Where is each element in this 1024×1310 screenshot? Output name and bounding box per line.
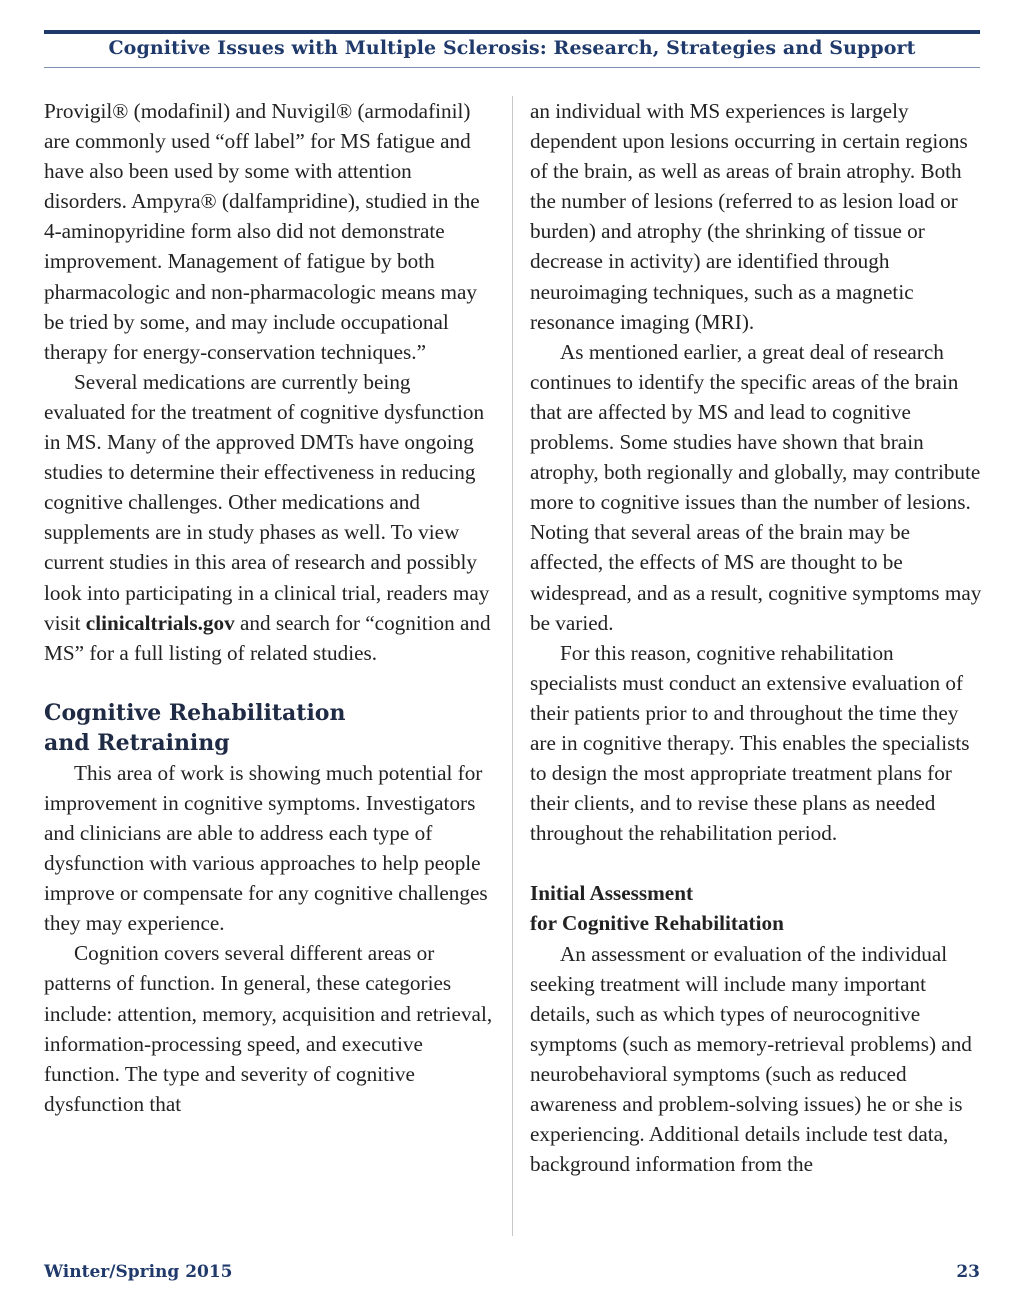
clinicaltrials-link[interactable]: clinicaltrials.gov [85, 610, 235, 635]
paragraph-research-brain-areas: As mentioned earlier, a great deal of research continues to identify the specific areas of the brain that are affected by MS and lead to cognitive problems. Some studies have shown that brain atrophy, both regionally and globally, may contribute more to cognitive issues than the number of lesions. Noting that several areas of the brain may be affected, the effects of MS are thought to be widespread, and as a result, cognitive symptoms may be varied. [530, 339, 982, 635]
section-heading-cognitive-rehabilitation [44, 698, 496, 758]
subheading-line: Initial Assessment [530, 881, 694, 906]
left-column [44, 96, 496, 1119]
column-divider [512, 96, 513, 1236]
header-top-rule [44, 30, 980, 34]
paragraph-evaluation: For this reason, cognitive rehabilitation specialists must conduct an extensive evaluation of their patients prior to and throughout the time they are in cognitive therapy. This enables the specialists to design the most appropriate treatment plans for their clients, and to revise these plans as needed throughout the rehabilitation period. [530, 640, 970, 846]
subheading-initial-assessment [530, 878, 982, 938]
header-bottom-rule [44, 67, 980, 68]
footer-issue: Winter/Spring 2015 [44, 1262, 233, 1282]
paragraph-text: Several medications are currently being evaluated for the treatment of cognitive dysfunction in MS. Many of the approved DMTs have ongoing studies to determine their effectiveness in reducing cognitive challenges. Other medications and supplements are in study phases as well. To view current studies in this area of research and possibly look into participating in a clinical trial, readers may visit [44, 369, 490, 635]
paragraph-text: and search for “cognition and MS” for a full listing of related studies. [44, 610, 491, 665]
subheading-line: for Cognitive Rehabilitation [530, 911, 784, 936]
paragraph-rehab-potential: This area of work is showing much potential for improvement in cognitive symptoms. Investigators and clinicians are able to address each type of dysfunction with various approaches to help people improve or compensate for any cognitive challenges they may experience. [44, 760, 488, 936]
paragraph-assessment-details: An assessment or evaluation of the individual seeking treatment will include many important details, such as which types of neurocognitive symptoms (such as memory-retrieval problems) and neurobehavioral symptoms (such as reduced awareness and problem-solving issues) he or she is experiencing. Additional details include test data, background information from the [530, 941, 972, 1177]
right-column [530, 96, 982, 1179]
paragraph-medication-studies [44, 367, 496, 668]
running-header-title: Cognitive Issues with Multiple Sclerosis: Research, Strategies and Support [108, 37, 916, 59]
paragraph-fatigue-medications: Provigil® (modafinil) and Nuvigil® (armodafinil) are commonly used “off label” for MS fatigue and have also been used by some with attention disorders. Ampyra® (dalfampridine), studied in the 4-aminopyridine form also did not demonstrate improvement. Management of fatigue by both pharmacologic and non-pharmacologic means may be tried by some, and may include occupational therapy for energy-conservation techniques.” [44, 99, 480, 364]
heading-line: and Retraining [44, 729, 230, 756]
heading-line: Cognitive Rehabilitation [44, 699, 346, 726]
footer-page-number: 23 [956, 1262, 980, 1282]
paragraph-cognition-areas: Cognition covers several different areas or patterns of function. In general, these categories include: attention, memory, acquisition and retrieval, information-processing speed, and executive function. The type and severity of cognitive dysfunction that [44, 941, 493, 1116]
paragraph-lesions-atrophy: an individual with MS experiences is largely dependent upon lesions occurring in certain regions of the brain, as well as areas of brain atrophy. Both the number of lesions (referred to as lesion load or burden) and atrophy (the shrinking of tissue or decrease in activity) are identified through neuroimaging techniques, such as a magnetic resonance imaging (MRI). [530, 99, 968, 334]
